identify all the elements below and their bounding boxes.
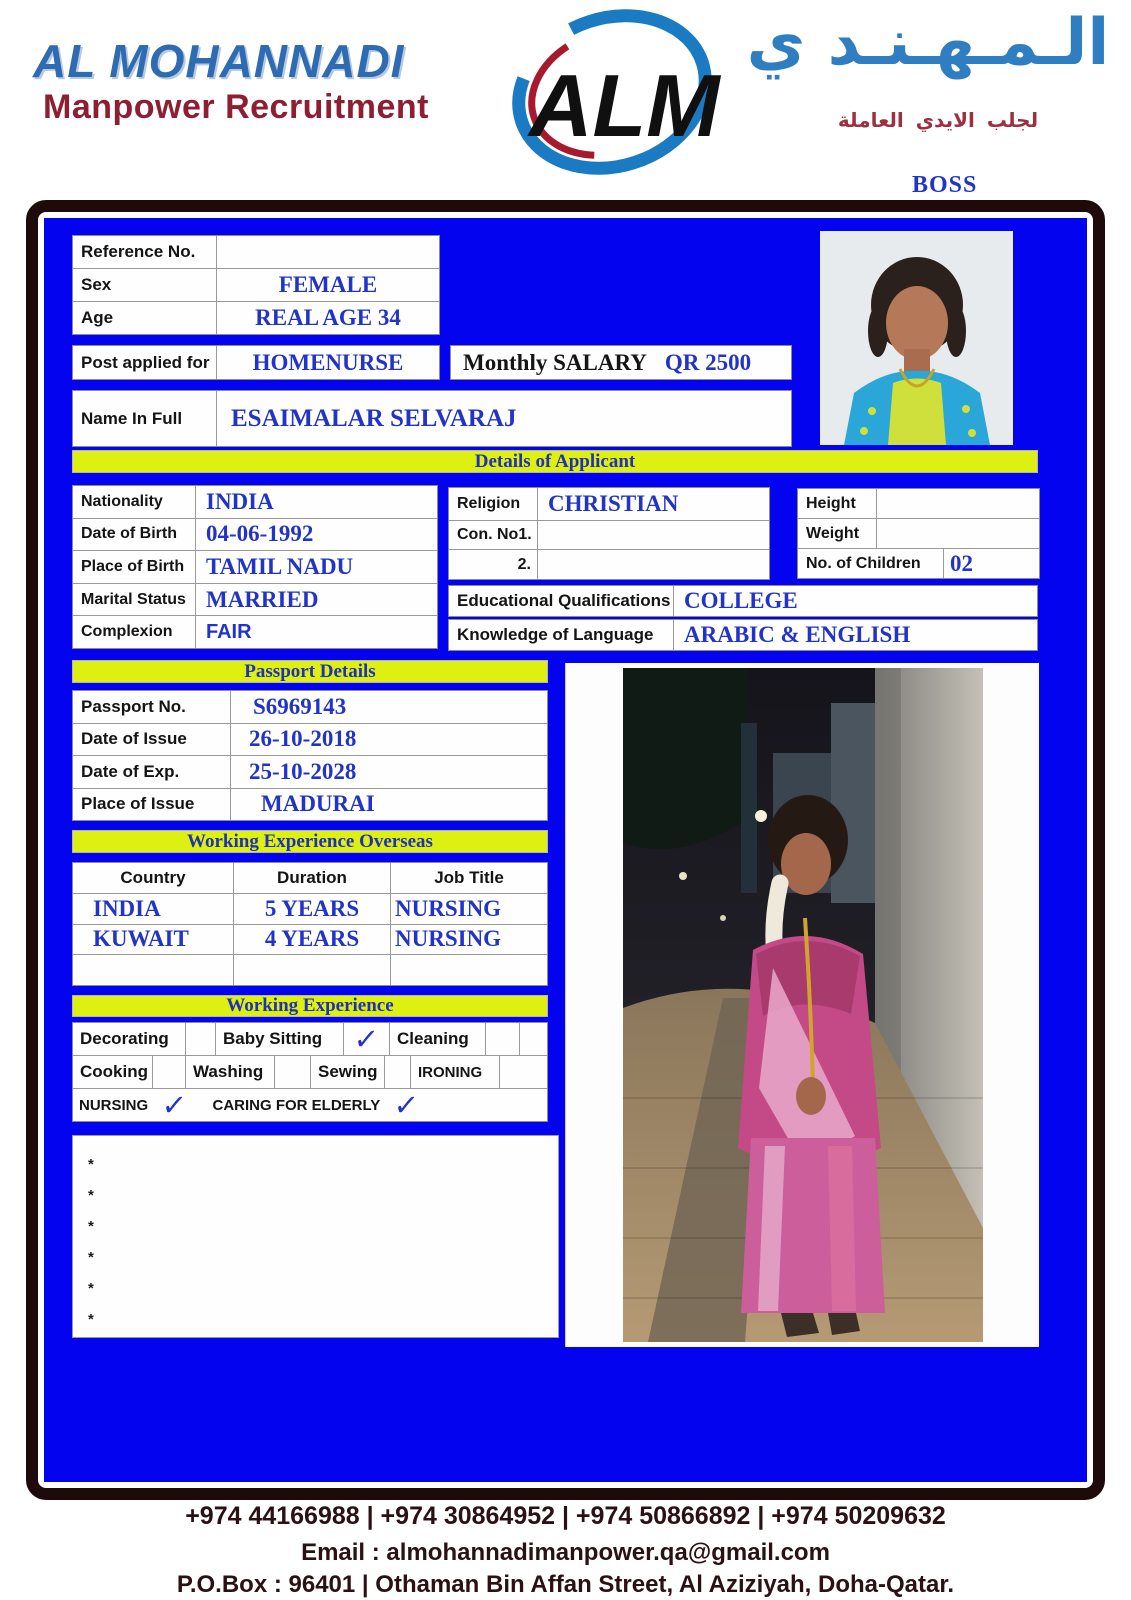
arabic-brand-title: الـمـهـنـد ي — [746, 6, 1110, 80]
post-applied-value: HOMENURSE — [216, 346, 439, 379]
overseas-duration: 5 YEARS — [233, 894, 390, 924]
skills-section-bar — [72, 995, 548, 1017]
table-row — [73, 346, 439, 379]
religion-contact-table — [448, 487, 770, 580]
overseas-col-country: Country — [120, 867, 186, 887]
table-row — [73, 486, 437, 518]
overseas-jobtitle: NURSING — [390, 925, 547, 955]
reference-no-value — [216, 236, 439, 268]
skills-row1-filler — [519, 1023, 547, 1055]
remark-bullet: * — [88, 1187, 94, 1204]
table-row — [798, 518, 1039, 548]
skills-table — [72, 1022, 548, 1122]
passport-no-value: S6969143 — [230, 691, 547, 723]
skills-section-title: Working Experience — [226, 995, 394, 1016]
skill-sewing-label: Sewing — [310, 1056, 384, 1088]
skill-decorating-label: Decorating — [80, 1029, 169, 1048]
footer-phone-numbers: +974 44166988 | +974 30864952 | +974 50866892 | +974 50209632 — [185, 1502, 946, 1530]
alm-logo-text: ALM — [529, 56, 720, 155]
skill-elderly-care-label: CARING FOR ELDERLY — [212, 1096, 381, 1114]
height-value — [876, 489, 1039, 518]
age-label: Age — [81, 308, 114, 327]
table-row — [73, 268, 439, 301]
date-of-exp-label: Date of Exp. — [81, 761, 180, 781]
table-row — [73, 788, 547, 821]
footer-address: P.O.Box : 96401 | Othaman Bin Affan Street, Al Aziziyah, Doha-Qatar. — [176, 1571, 955, 1598]
name-value: ESAIMALAR SELVARAJ — [216, 391, 791, 446]
passport-no-label: Passport No. — [81, 696, 186, 716]
overseas-duration — [233, 955, 390, 985]
table-row — [449, 620, 1037, 650]
overseas-duration: 4 YEARS — [233, 925, 390, 955]
salary-cell — [450, 345, 792, 380]
full-photo-panel — [565, 663, 1039, 1347]
post-applied-label: Post applied for — [81, 352, 210, 372]
table-row — [451, 346, 791, 379]
nationality-value: INDIA — [195, 486, 437, 518]
boss-label: BOSS — [912, 172, 978, 198]
table-row — [73, 723, 547, 756]
date-of-birth-label: Date of Birth — [81, 525, 177, 543]
sex-value: FEMALE — [216, 269, 439, 301]
skill-washing-label: Washing — [185, 1056, 274, 1088]
table-row — [449, 520, 769, 550]
religion-label: Religion — [457, 494, 521, 512]
table-row — [73, 691, 547, 723]
contact-no2-label: 2. — [517, 555, 531, 573]
education-row — [448, 585, 1038, 617]
overseas-table — [72, 862, 548, 986]
overseas-country: INDIA — [93, 895, 161, 921]
remark-bullet: * — [88, 1249, 94, 1266]
applicant-form-frame — [26, 200, 1105, 1500]
overseas-section-bar — [72, 830, 548, 853]
name-table — [72, 390, 792, 447]
date-of-issue-value: 26-10-2018 — [230, 724, 547, 756]
brand-name: AL MOHANNADI — [33, 35, 405, 87]
place-of-issue-value: MADURAI — [230, 789, 547, 821]
place-of-birth-value: TAMIL NADU — [195, 551, 437, 583]
table-row — [73, 924, 547, 955]
table-row — [73, 301, 439, 334]
contact-no1-value — [537, 521, 769, 550]
reference-sex-age-table — [72, 235, 440, 335]
date-of-birth-value: 04-06-1992 — [195, 519, 437, 551]
skill-babysitting-checkbox: ✓ — [352, 1021, 381, 1056]
table-row — [449, 549, 769, 579]
date-of-issue-label: Date of Issue — [81, 729, 187, 749]
skill-ironing-label: IRONING — [410, 1056, 499, 1088]
applicant-full-photo — [623, 668, 983, 1342]
table-row — [73, 518, 437, 551]
passport-table — [72, 690, 548, 821]
name-label: Name In Full — [81, 408, 183, 428]
applicant-passport-photo — [820, 231, 1013, 445]
place-of-issue-label: Place of Issue — [81, 794, 195, 814]
overseas-col-jobtitle: Job Title — [390, 863, 547, 893]
overseas-col-duration: Duration — [233, 863, 390, 893]
table-row — [449, 488, 769, 520]
table-row — [73, 615, 437, 648]
applicant-form — [44, 218, 1087, 1482]
table-row — [73, 236, 439, 268]
table-row — [73, 755, 547, 788]
education-value: COLLEGE — [673, 586, 1037, 616]
complexion-value: FAIR — [195, 616, 437, 648]
alm-logo — [493, 4, 731, 182]
overseas-country — [73, 955, 233, 985]
remark-bullet: * — [88, 1280, 94, 1297]
table-row — [798, 548, 1039, 578]
contact-no1-label: Con. No1. — [457, 525, 532, 543]
skill-nursing-checkbox: ✓ — [160, 1087, 189, 1122]
table-row — [73, 391, 791, 446]
weight-value — [876, 519, 1039, 548]
language-value: ARABIC & ENGLISH — [673, 620, 1037, 650]
overseas-country: KUWAIT — [93, 926, 189, 952]
salary-label: Monthly SALARY — [463, 349, 647, 375]
skill-cleaning-label: Cleaning — [389, 1023, 485, 1055]
children-label: No. of Children — [806, 554, 921, 572]
salary-value: QR 2500 — [664, 349, 752, 375]
details-left-table — [72, 485, 438, 649]
table-row — [73, 583, 437, 616]
marital-status-label: Marital Status — [81, 590, 186, 608]
brand-subtitle: Manpower Recruitment — [43, 88, 429, 126]
marital-status-value: MARRIED — [195, 584, 437, 616]
age-value: REAL AGE 34 — [216, 302, 439, 334]
religion-value: CHRISTIAN — [537, 488, 769, 520]
children-value: 02 — [943, 549, 1039, 578]
date-of-exp-value: 25-10-2028 — [230, 756, 547, 788]
overseas-jobtitle: NURSING — [390, 894, 547, 924]
table-row — [798, 489, 1039, 518]
table-row — [449, 586, 1037, 616]
overseas-jobtitle — [390, 955, 547, 985]
remark-bullet: * — [88, 1156, 94, 1173]
height-label: Height — [806, 494, 856, 512]
passport-section-bar — [72, 660, 548, 683]
sex-label: Sex — [81, 275, 112, 294]
footer-email: Email : almohannadimanpower.qa@gmail.com — [301, 1539, 830, 1566]
skill-elderly-care-checkbox: ✓ — [392, 1087, 421, 1122]
skills-row-2 — [73, 1055, 547, 1088]
arabic-brand-subtitle: لجلب الايدي العاملة — [837, 108, 1039, 132]
skill-cooking-label: Cooking — [80, 1062, 148, 1081]
passport-section-title: Passport Details — [244, 660, 376, 682]
overseas-section-title: Working Experience Overseas — [187, 830, 433, 852]
skills-row-1 — [73, 1023, 547, 1055]
education-label: Educational Qualifications — [457, 591, 671, 610]
complexion-label: Complexion — [81, 623, 173, 641]
nationality-label: Nationality — [81, 492, 163, 510]
post-applied-table — [72, 345, 440, 380]
skill-nursing-label: NURSING — [79, 1096, 149, 1114]
skill-babysitting-label: Baby Sitting — [215, 1023, 343, 1055]
remark-bullet: * — [88, 1218, 94, 1235]
height-weight-children-table — [797, 488, 1040, 579]
details-section-bar — [72, 450, 1038, 473]
table-row — [73, 550, 437, 583]
place-of-birth-label: Place of Birth — [81, 557, 185, 575]
table-header-row — [73, 863, 547, 893]
contact-no2-value — [537, 550, 769, 579]
weight-label: Weight — [806, 524, 860, 542]
table-row — [73, 954, 547, 985]
reference-no-label: Reference No. — [81, 242, 196, 261]
skills-row-3 — [73, 1088, 547, 1121]
details-section-title: Details of Applicant — [474, 450, 636, 472]
remarks-box — [72, 1135, 559, 1338]
language-label: Knowledge of Language — [457, 625, 654, 644]
remark-bullet: * — [88, 1311, 94, 1328]
language-row — [448, 619, 1038, 651]
table-row — [73, 893, 547, 924]
